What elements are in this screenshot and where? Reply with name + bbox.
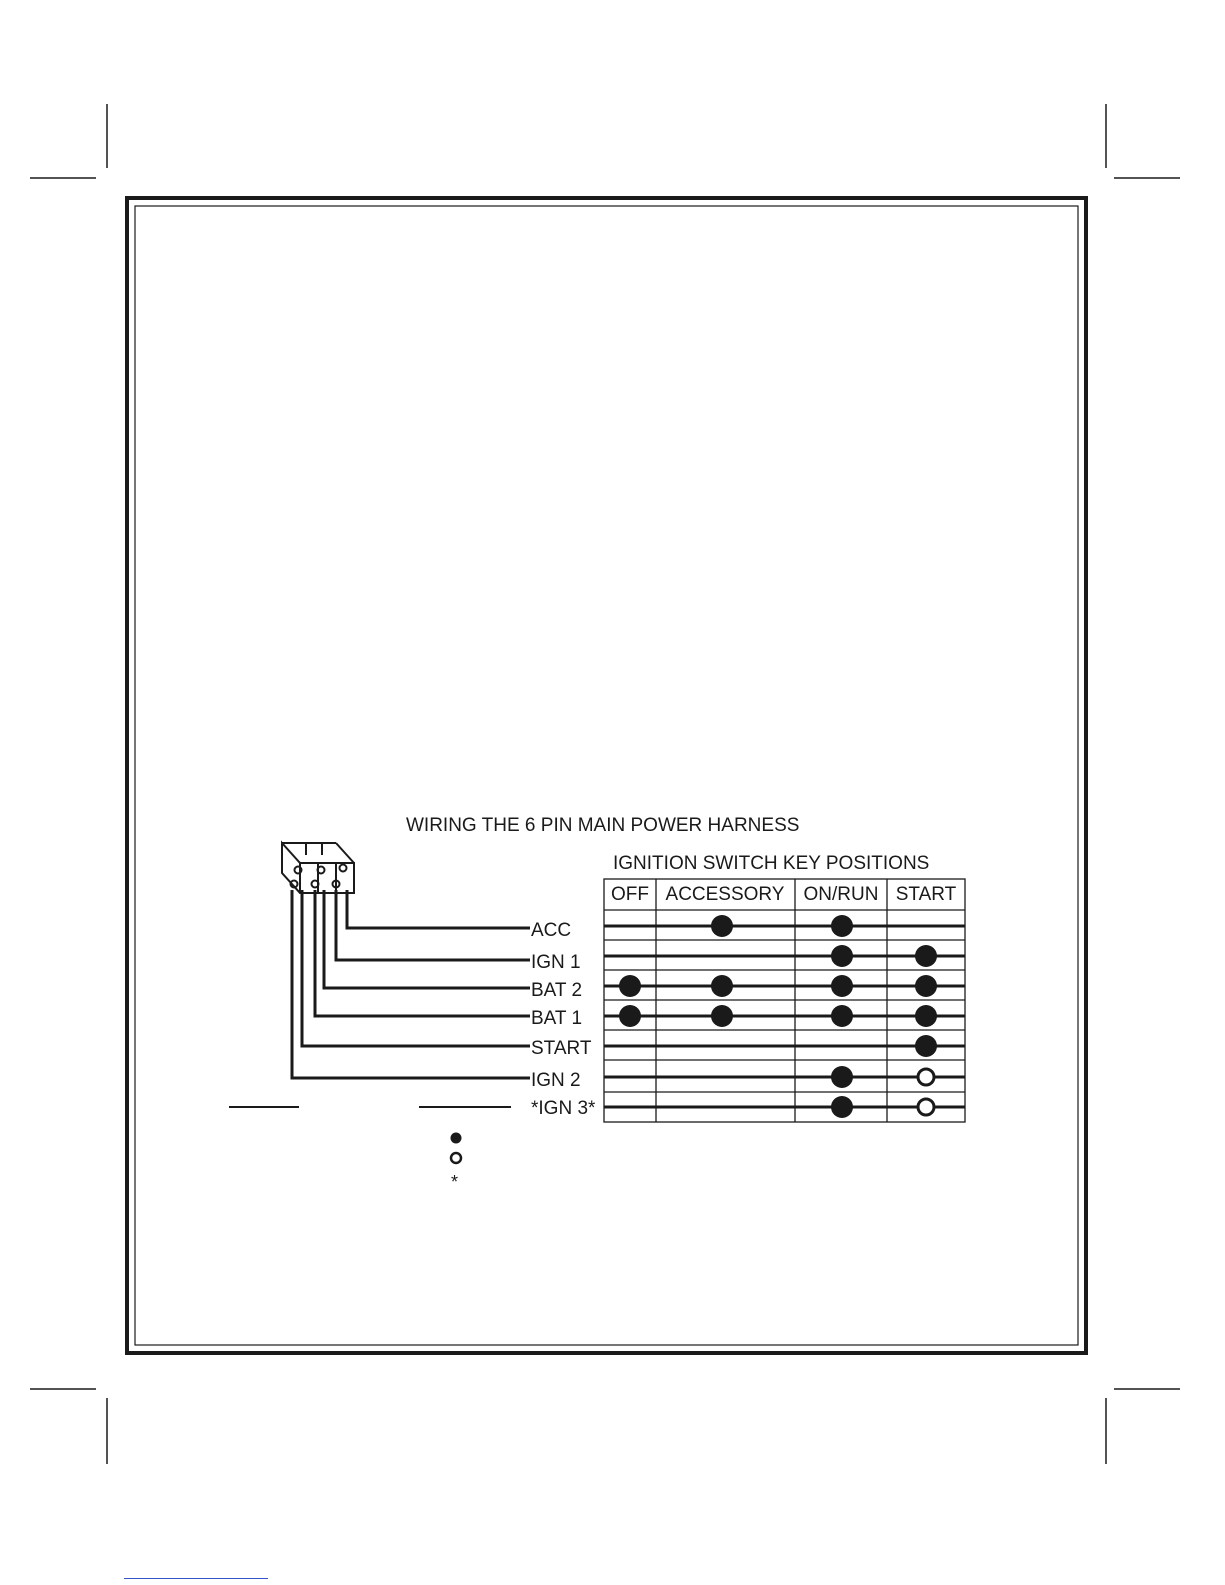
closed-dot-icon-bat2-start <box>915 975 937 997</box>
column-on-run: ON/RUN <box>803 884 879 905</box>
closed-dot-icon-start-start <box>915 1035 937 1057</box>
harness-wires <box>292 890 530 1078</box>
wire-label-ign2: IGN 2 <box>531 1070 581 1091</box>
wire-label-start: START <box>531 1038 592 1059</box>
closed-dot-icon-bat1-off <box>619 1005 641 1027</box>
wire-label-bat1: BAT 1 <box>531 1008 583 1029</box>
column-off: OFF <box>611 884 649 905</box>
legend <box>451 1133 462 1193</box>
closed-dot-icon-ign1-on-run <box>831 945 853 967</box>
closed-dot-icon-bat1-start <box>915 1005 937 1027</box>
six-pin-connector <box>282 843 354 893</box>
closed-dot-icon-ign3-on-run <box>831 1096 853 1118</box>
inner-frame <box>135 206 1078 1345</box>
crop-marks <box>30 104 1180 1464</box>
legend-hollow-dot-icon <box>451 1153 461 1163</box>
open-dot-icon-ign2-start <box>918 1069 934 1085</box>
legend-filled-dot-icon <box>451 1133 462 1144</box>
closed-dot-icon-bat2-off <box>619 975 641 997</box>
closed-dot-icon-ign2-on-run <box>831 1066 853 1088</box>
table-title: IGNITION SWITCH KEY POSITIONS <box>613 853 930 874</box>
wire-label-ign1: IGN 1 <box>531 952 581 973</box>
closed-dot-icon-acc-accessory <box>711 915 733 937</box>
closed-dot-icon-ign1-start <box>915 945 937 967</box>
closed-dot-icon-bat2-on-run <box>831 975 853 997</box>
column-start: START <box>895 884 957 905</box>
wire-label-bat2: BAT 2 <box>531 980 583 1001</box>
wire-label-ign3: *IGN 3* <box>531 1098 596 1119</box>
wire-labels <box>531 920 596 1119</box>
outer-frame <box>127 198 1086 1353</box>
closed-dot-icon-bat2-accessory <box>711 975 733 997</box>
closed-dot-icon-bat1-accessory <box>711 1005 733 1027</box>
ignition-table <box>604 879 965 1122</box>
wire-label-acc: ACC <box>531 920 572 941</box>
column-accessory: ACCESSORY <box>665 884 785 905</box>
open-dot-icon-ign3-start <box>918 1099 934 1115</box>
table-headers <box>611 884 957 905</box>
legend-asterisk: * <box>451 1172 459 1192</box>
closed-dot-icon-acc-on-run <box>831 915 853 937</box>
diagram-title: WIRING THE 6 PIN MAIN POWER HARNESS <box>406 815 800 836</box>
link-underline <box>124 1578 268 1579</box>
switch-state-layer <box>604 915 965 1118</box>
closed-dot-icon-bat1-on-run <box>831 1005 853 1027</box>
